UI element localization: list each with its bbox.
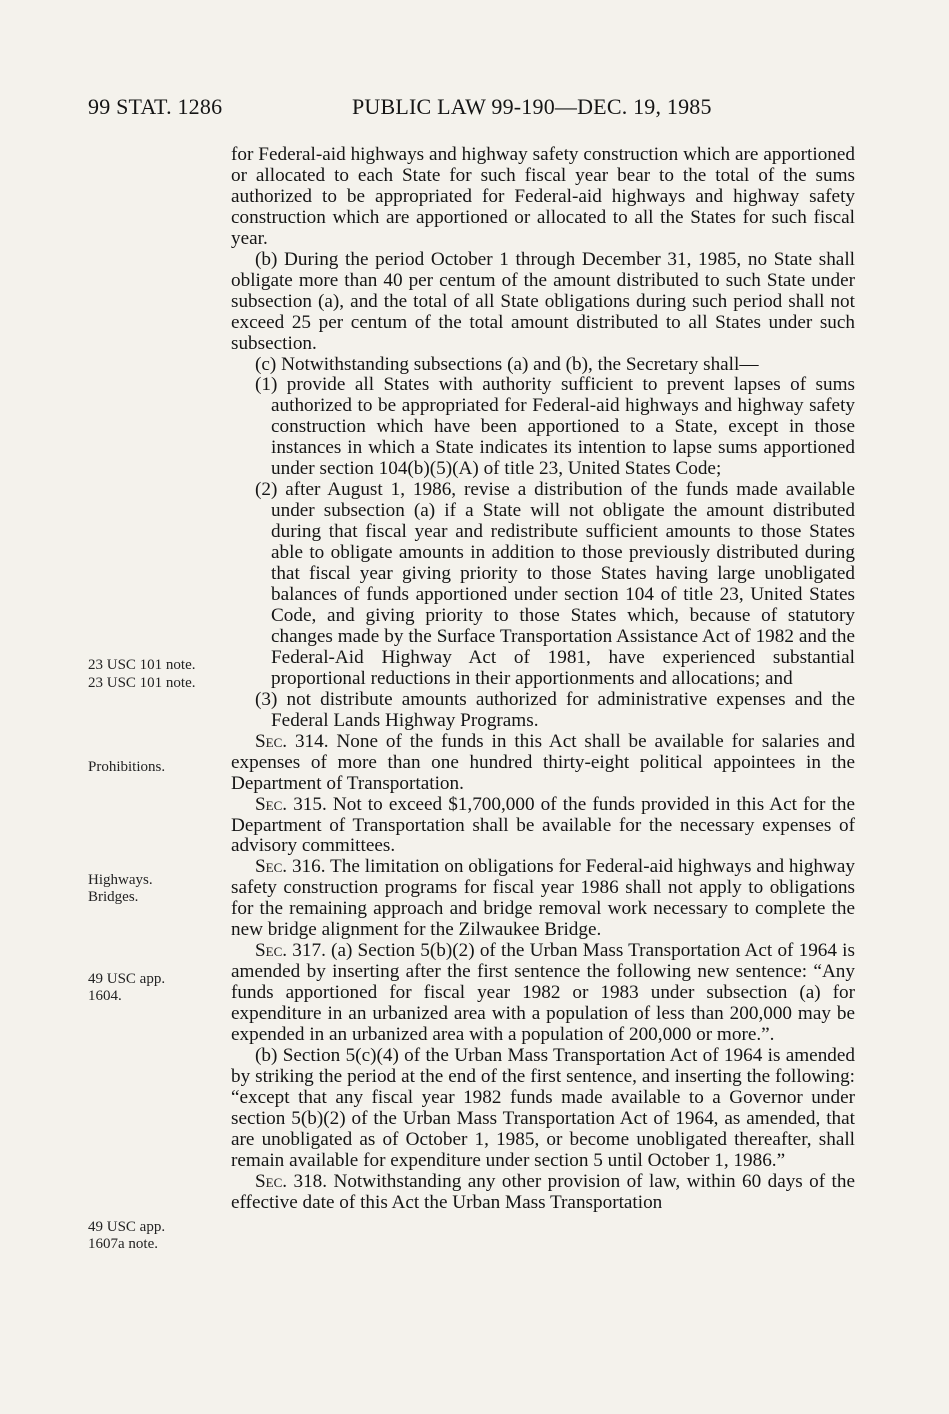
section-318-text: 318. Notwithstanding any other provision of law, within 60 days of the effective date of this Act the Urban Mass Transportation [231,1170,855,1213]
margin-note-49usc-1607a-line1: 49 USC app. [88,1219,166,1235]
section-316 [231,857,855,941]
paragraph-subsection-c: (c) Notwithstanding subsections (a) and (b), the Secretary shall— [255,353,759,375]
margin-note-49usc-1604-line1: 49 USC app. [88,971,166,987]
section-317 [231,941,855,1046]
paragraph-clause-2: (2) after August 1, 1986, revise a distribution of the funds made available under subsection (a) if a State will not obligate the amount distributed during that fiscal year and redistribute sufficient amounts to those States able to obligate amounts in addition to those previously distributed during that fiscal year giving priority to those States having large unobligated balances of funds apportioned under section 104 of title 23, United States Code, and giving priority to those States which, because of statutory changes made by the Surface Transportation Assistance Act of 1982 and the Federal-Aid Highway Act of 1981, have experienced substantial proportional reductions in their apportionments and allocations; and [255,479,855,689]
margin-note-23usc-1: 23 USC 101 note. [88,657,196,673]
section-317-text: 317. (a) Section 5(b)(2) of the Urban Mass Transportation Act of 1964 is amended by inserting after the first sentence the following new sentence: “Any funds apportioned for fiscal year 1982 or 1983 under subsection (a) for expenditure in an urbanized area with a population of less than 200,000 may be expended in an urbanized area with a population of 200,000 or more.”. [231,940,855,1046]
section-317-b: (b) Section 5(c)(4) of the Urban Mass Transportation Act of 1964 is amended by striking the period at the end of the first sentence, and inserting the following: “except that any fiscal year 1982 funds made available to a Governor under section 5(b)(2) of the Urban Mass Transportation Act of 1964, as amended, that are unobligated as of October 1, 1985, or become unobligated thereafter, shall remain available for expenditure under section 5 until October 1, 1986.” [231,1044,855,1171]
section-315 [231,795,855,858]
paragraph-subsection-b: (b) During the period October 1 through December 31, 1985, no State shall obligate more than 40 per centum of the amount distributed to such State under subsection (a), and the total of all State obligations during such period shall not exceed 25 per centum of the total amount distributed to all States under such subsection. [231,248,855,354]
running-header-title: PUBLIC LAW 99-190—DEC. 19, 1985 [352,94,712,119]
paragraph-clause-3: (3) not distribute amounts authorized for administrative expenses and the Federal Lands Highway Programs. [255,688,855,731]
section-label: Sec. [255,793,288,815]
section-316-text: 316. The limitation on obligations for Federal-aid highways and highway safety construction programs for fiscal year 1986 shall not apply to obligations for the remaining approach and bridge removal work necessary to complete the new bridge alignment for the Zilwaukee Bridge. [231,856,855,941]
paragraph-clause-1: (1) provide all States with authority sufficient to prevent lapses of sums authorized to be appropriated for Federal-aid highways and highway safety construction which have been apportioned to a State, except in those instances in which a State indicates its intention to lapse sums apportioned under section 104(b)(5)(A) of title 23, United States Code; [255,374,855,480]
section-314-text: 314. None of the funds in this Act shall be available for salaries and expenses of more than one hundred thirty-eight political appointees in the Department of Transportation. [231,730,855,794]
margin-note-23usc-2: 23 USC 101 note. [88,675,196,691]
section-314 [231,732,855,795]
margin-note-bridges: Bridges. [88,889,139,905]
margin-note-49usc-1607a-line2: 1607a note. [88,1236,158,1252]
margin-note-prohibitions: Prohibitions. [88,759,166,775]
section-label: Sec. [255,1170,288,1192]
statute-body [231,145,855,1214]
section-318 [231,1172,855,1214]
section-label: Sec. [255,730,288,752]
margin-note-highways: Highways. [88,872,153,888]
paragraph-apportionment-continued: for Federal-aid highways and highway safety construction which are apportioned or allocated to each State for such fiscal year bear to the total of the sums authorized to be appropriated for Federal-aid highways and highway safety construction which are apportioned or allocated to all the States for such fiscal year. [231,144,855,249]
section-label: Sec. [255,940,288,962]
margin-note-49usc-1604-line2: 1604. [88,988,122,1004]
section-label: Sec. [255,856,288,878]
section-315-text: 315. Not to exceed $1,700,000 of the funds provided in this Act for the Department of Transportation shall be available for the necessary expenses of advisory committees. [231,793,855,857]
statute-page-number: 99 STAT. 1286 [88,94,223,119]
